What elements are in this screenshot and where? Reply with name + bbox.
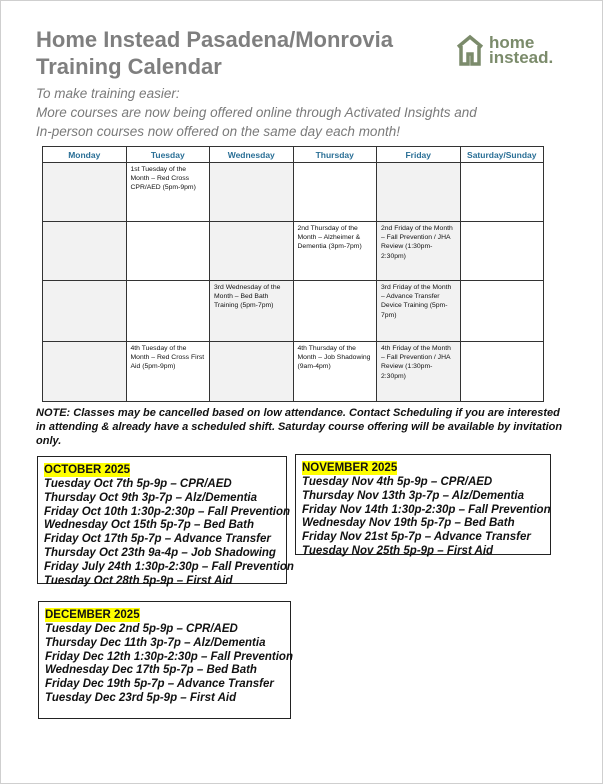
calendar-cell [43,281,127,342]
title-line-1: Home Instead Pasadena/Monrovia [36,27,393,52]
logo-word-home: home [489,33,535,52]
calendar-week-row [43,342,544,402]
schedule-line: Wednesday Nov 19th 5p-7p – Bed Bath [302,517,515,530]
day-header-friday: Friday [377,147,461,163]
calendar-cell [293,281,377,342]
intro-line-1: To make training easier: [36,86,180,101]
november-title: NOVEMBER 2025 [302,462,398,474]
schedule-line: Tuesday Dec 23rd 5p-9p – First Aid [45,691,237,704]
logo-word-instead: instead. [489,48,554,67]
calendar-cell [460,281,544,342]
schedule-line: Friday July 24th 1:30p-2:30p – Fall Prevention [44,560,294,573]
schedule-line: Tuesday Nov 4th 5p-9p – CPR/AED [302,476,493,488]
calendar-cell [460,163,544,222]
calendar-cell [210,163,294,222]
attendance-note [36,406,566,448]
calendar-header-row [43,147,544,163]
calendar-cell [293,163,377,222]
calendar-cell: 3rd Friday of the Month – Advance Transfer Device Training (5pm-7pm) [377,281,461,342]
calendar-cell: 4th Thursday of the Month – Job Shadowing (9am-4pm) [293,342,377,402]
note-label: NOTE: [36,407,71,419]
schedule-line: Friday Oct 17th 5p-7p – Advance Transfer [44,533,271,546]
schedule-line: Wednesday Dec 17th 5p-7p – Bed Bath [45,664,257,677]
page-title [36,26,393,80]
december-schedule-box [38,601,291,719]
day-header-thursday: Thursday [293,147,377,163]
calendar-cell: 4th Friday of the Month – Fall Prevention / JHA Review (1:30pm-2:30pm) [377,342,461,402]
october-schedule-box [37,456,294,587]
calendar-cell: 2nd Thursday of the Month – Alzheimer & Dementia (3pm-7pm) [293,222,377,281]
calendar-cell [210,222,294,281]
schedule-line: Friday Dec 12th 1:30p-2:30p – Fall Prevention [45,650,293,663]
calendar-cell [126,281,210,342]
calendar-cell [43,222,127,281]
schedule-line: Thursday Dec 11th 3p-7p – Alz/Dementia [45,636,266,649]
schedule-line: Tuesday Dec 2nd 5p-9p – CPR/AED [45,623,238,635]
calendar-cell: 2nd Friday of the Month – Fall Prevention / JHA Review (1:30pm-2:30pm) [377,222,461,281]
calendar-week-row [43,163,544,222]
calendar-cell: 1st Tuesday of the Month – Red Cross CPR/AED (5pm-9pm) [126,163,210,222]
day-header-tuesday: Tuesday [126,147,210,163]
intro-line-3: In-person courses now offered on the same day each month! [36,124,400,139]
calendar-cell [460,222,544,281]
home-instead-logo [455,33,553,67]
calendar-cell [43,163,127,222]
intro-line-2: More courses are now being offered online through Activated Insights and [36,105,477,120]
schedule-line: Tuesday Oct 7th 5p-9p – CPR/AED [44,478,232,490]
calendar-cell: 3rd Wednesday of the Month – Bed Bath Training (5pm-7pm) [210,281,294,342]
schedule-line: Thursday Nov 13th 3p-7p – Alz/Dementia [302,489,524,502]
schedule-line: Friday Dec 19th 5p-7p – Advance Transfer [45,678,274,691]
intro-text [36,84,477,141]
schedule-line: Tuesday Oct 28th 5p-9p – First Aid [44,574,233,587]
day-header-wednesday: Wednesday [210,147,294,163]
calendar-cell [210,342,294,402]
schedule-line: Friday Oct 10th 1:30p-2:30p – Fall Prevention [44,505,291,518]
day-header-monday: Monday [43,147,127,163]
calendar-cell [377,163,461,222]
schedule-line: Thursday Oct 9th 3p-7p – Alz/Dementia [44,491,258,504]
house-icon [455,33,485,67]
october-title: OCTOBER 2025 [44,464,131,476]
calendar-week-row [43,222,544,281]
december-title: DECEMBER 2025 [45,609,140,621]
schedule-line: Wednesday Oct 15th 5p-7p – Bed Bath [44,519,255,532]
calendar-cell: 4th Tuesday of the Month – Red Cross First Aid (5pm-9pm) [126,342,210,402]
note-text: Classes may be cancelled based on low attendance. Contact Scheduling if you are interested in attending & already have a scheduled shift. Saturday course offering will be available by invitation only. [36,407,563,447]
title-line-2: Training Calendar [36,54,222,79]
november-schedule-box [295,454,551,555]
schedule-line: Friday Nov 14th 1:30p-2:30p – Fall Prevention [302,503,551,516]
day-header-weekend: Saturday/Sunday [460,147,544,163]
schedule-line: Tuesday Nov 25th 5p-9p – First Aid [302,544,494,557]
calendar-cell [460,342,544,402]
schedule-line: Thursday Oct 23th 9a-4p – Job Shadowing [44,546,276,559]
calendar-cell [43,342,127,402]
calendar-cell [126,222,210,281]
training-calendar-table [42,146,544,402]
schedule-line: Friday Nov 21st 5p-7p – Advance Transfer [302,531,531,544]
logo-text [489,35,553,65]
calendar-week-row [43,281,544,342]
